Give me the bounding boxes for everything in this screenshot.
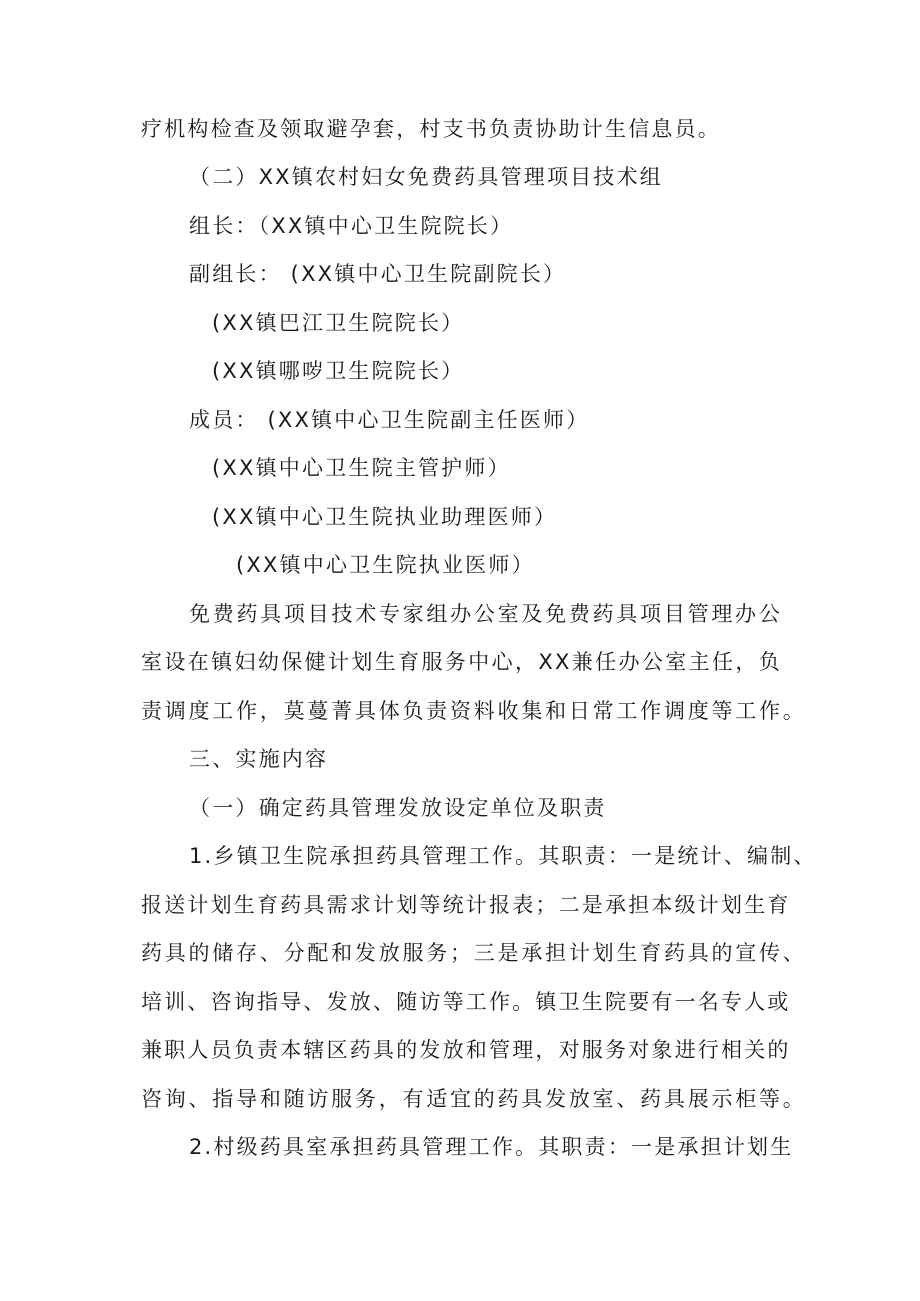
paragraph-line: 药具的储存、分配和发放服务；三是承担计划生育药具的宣传、 <box>141 941 806 965</box>
text-line: 疗机构检查及领取避孕套，村支书负责协助计生信息员。 <box>141 117 721 141</box>
text-line: 组长：（XX镇中心卫生院院长） <box>189 214 514 238</box>
paragraph-line: 责调度工作，莫蔓菁具体负责资料收集和日常工作调度等工作。 <box>141 699 806 723</box>
text-line: (XX镇巴江卫生院院长） <box>212 311 465 335</box>
paragraph-line: 室设在镇妇幼保健计划生育服务中心，XX兼任办公室主任，负 <box>141 650 782 674</box>
paragraph-line: 免费药具项目技术专家组办公室及免费药具项目管理办公 <box>189 602 782 626</box>
paragraph-line: 2.村级药具室承担药具管理工作。其职责：一是承担计划生 <box>189 1135 794 1159</box>
paragraph-line: 培训、咨询指导、发放、随访等工作。镇卫生院要有一名专人或 <box>141 990 791 1014</box>
text-line: (XX镇哪哕卫生院院长） <box>212 359 465 383</box>
section-heading: （一）确定药具管理发放设定单位及职责 <box>189 796 607 820</box>
text-line: (XX镇中心卫生院执业医师） <box>236 553 535 577</box>
paragraph-line: 报送计划生育药具需求计划等统计报表；二是承担本级计划生育 <box>141 893 791 917</box>
section-heading: （二）XX镇农村妇女免费药具管理项目技术组 <box>189 165 663 189</box>
section-heading: 三、实施内容 <box>189 747 329 771</box>
text-line: 成员： (XX镇中心卫生院副主任医师） <box>189 408 590 432</box>
paragraph-line: 1.乡镇卫生院承担药具管理工作。其职责：一是统计、编制、 <box>189 844 817 868</box>
text-line: (XX镇中心卫生院执业助理医师） <box>212 505 558 529</box>
paragraph-line: 咨询、指导和随访服务，有适宜的药具发放室、药具展示柜等。 <box>141 1087 806 1111</box>
text-line: (XX镇中心卫生院主管护师） <box>212 456 511 480</box>
paragraph-line: 兼职人员负责本辖区药具的发放和管理，对服务对象进行相关的 <box>141 1038 791 1062</box>
text-line: 副组长： (XX镇中心卫生院副院长） <box>189 262 567 286</box>
